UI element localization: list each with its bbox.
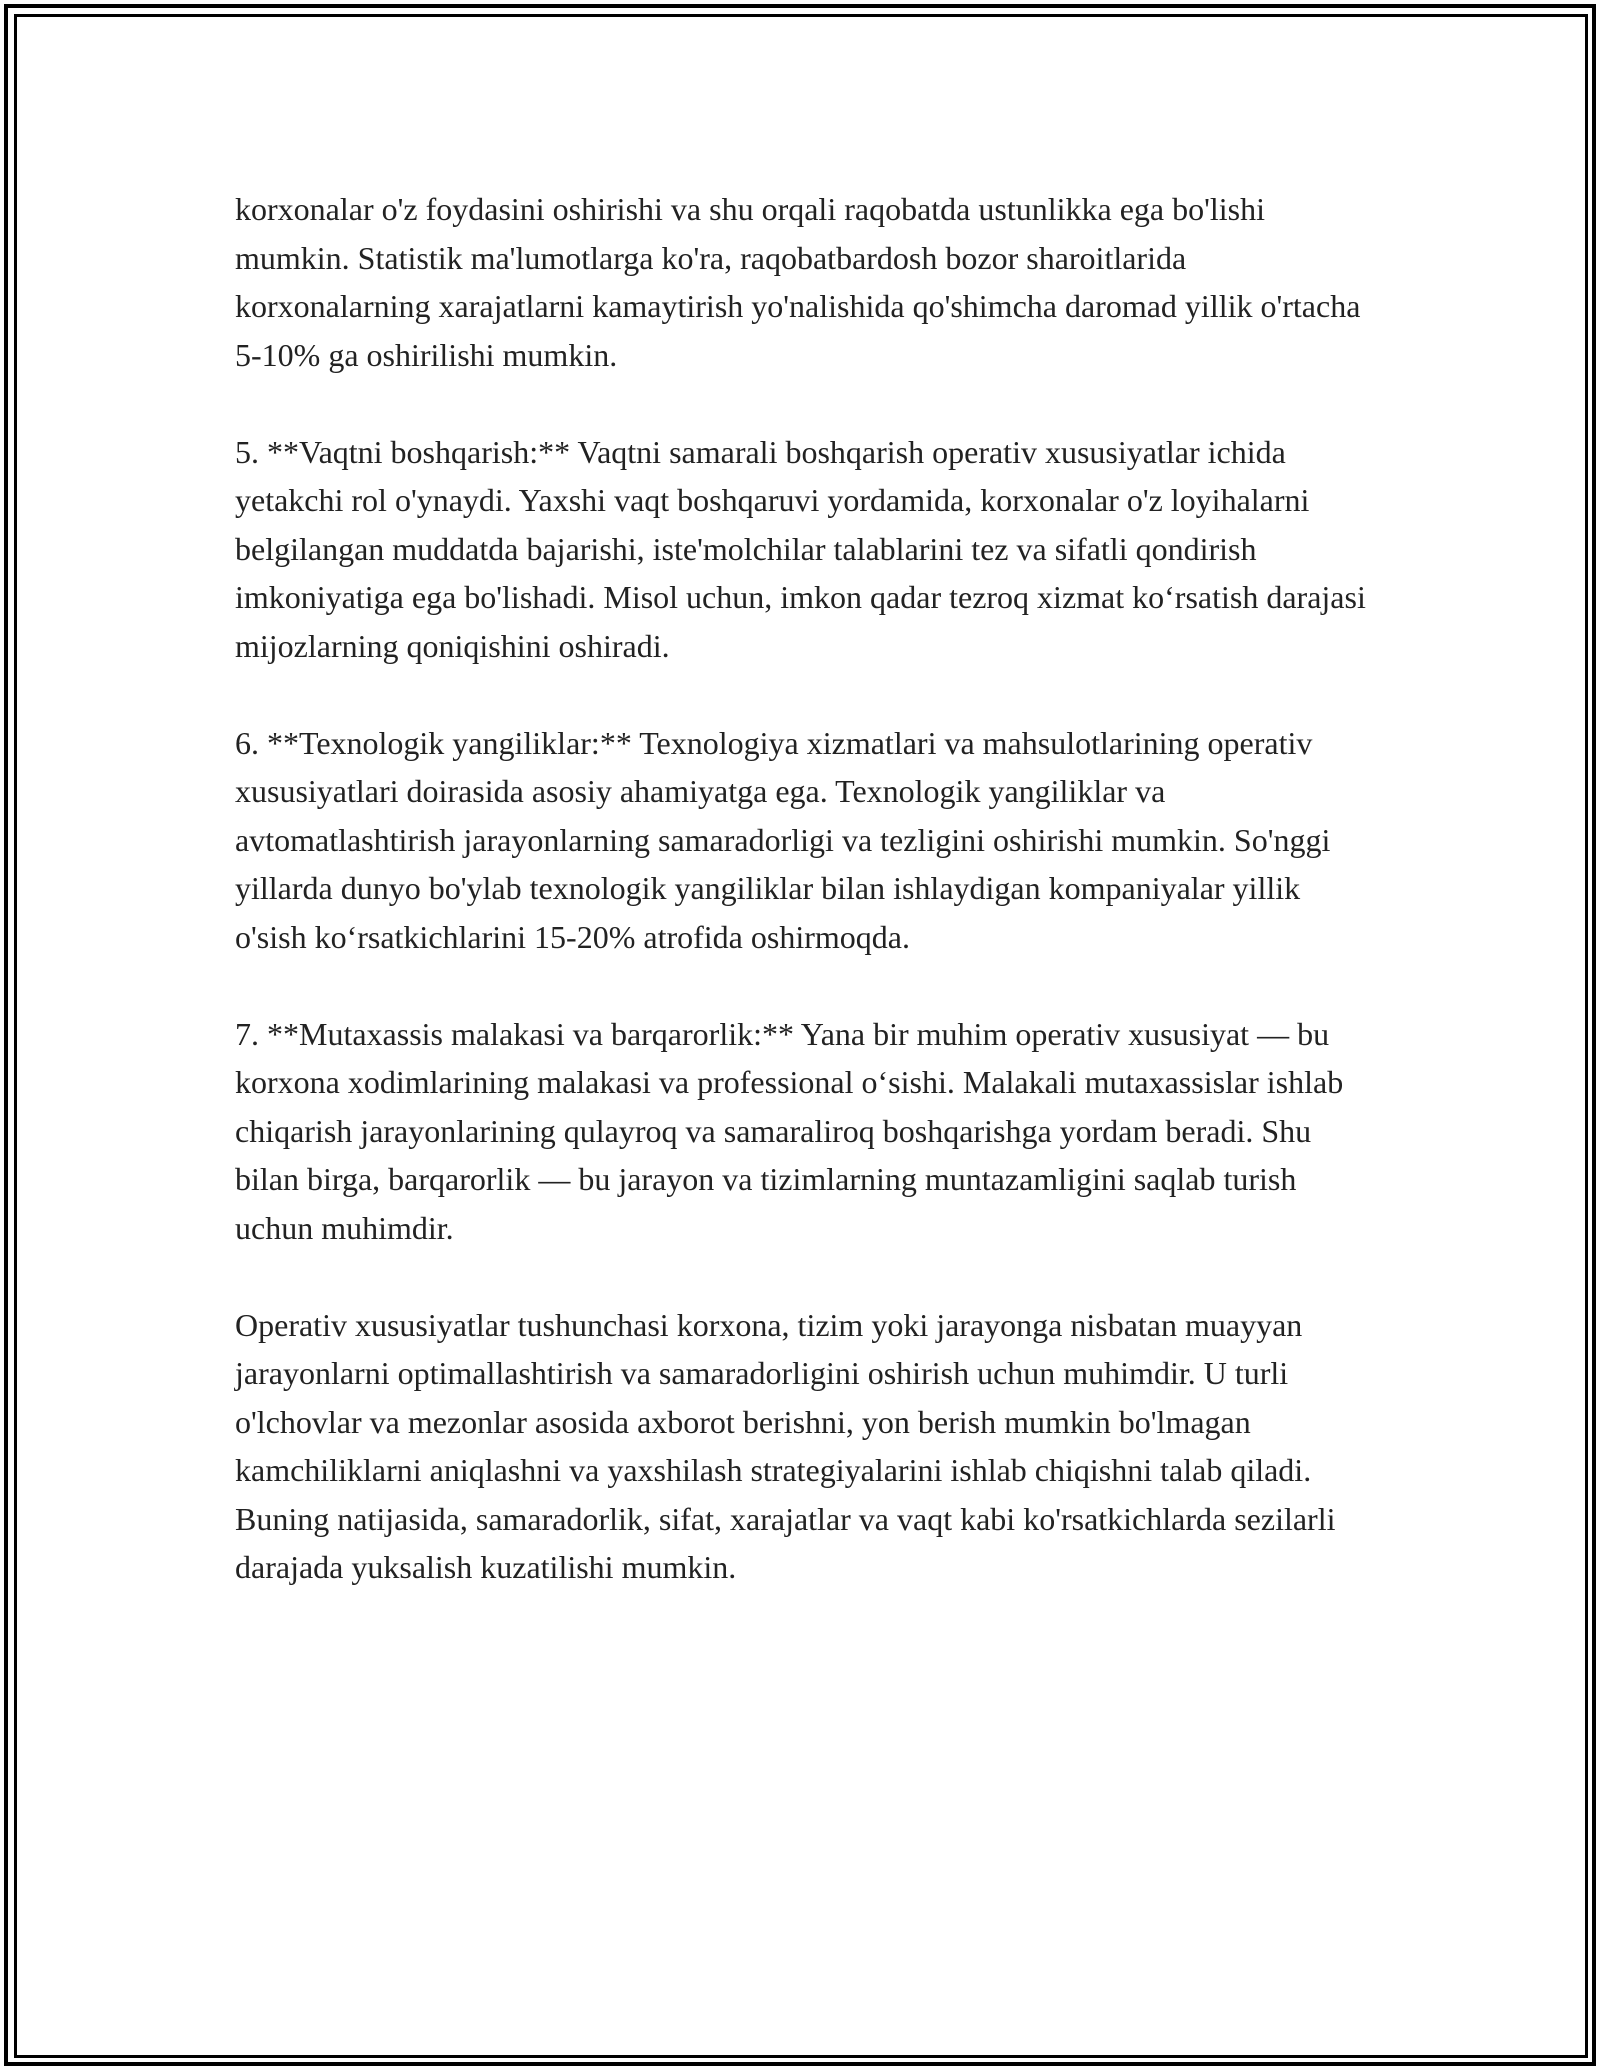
- paragraph-time-management: 5. **Vaqtni boshqarish:** Vaqtni samarali boshqarish operativ xususiyatlar ichida yetakchi rol o'ynaydi. Yaxshi vaqt boshqaruvi yordamida, korxonalar o'z loyihalarni belgilangan muddatda bajarishi, iste'molchilar talablarini tez va sifatli qondirish imkoniyatiga ega bo'lishadi. Misol uchun, imkon qadar tezroq xizmat koʻrsatish darajasi mijozlarning qoniqishini oshiradi.: [235, 433, 1366, 664]
- paragraph-conclusion: Operativ xususiyatlar tushunchasi korxona, tizim yoki jarayonga nisbatan muayyan jarayonlarni optimallashtirish va samaradorligini oshirish uchun muhimdir. U turli o'lchovlar va mezonlar asosida axborot berishni, yon berish mumkin bo'lmagan kamchiliklarni aniqlashni va yaxshilash strategiyalarini ishlab chiqishni talab qiladi. Buning natijasida, samaradorlik, sifat, xarajatlar va vaqt kabi ko'rsatkichlarda sezilarli darajada yuksalish kuzatilishi mumkin.: [235, 1306, 1336, 1585]
- paragraph-expert-skills-stability: 7. **Mutaxassis malakasi va barqarorlik:** Yana bir muhim operativ xususiyat — bu korxona xodimlarining malakasi va professional oʻsishi. Malakali mutaxassislar ishlab chiqarish jarayonlarining qulayroq va samaraliroq boshqarishga yordam beradi. Shu bilan birga, barqarorlik — bu jarayon va tizimlarning muntazamligini saqlab turish uchun muhimdir.: [235, 1015, 1344, 1246]
- paragraph-intro-continuation: korxonalar o'z foydasini oshirishi va shu orqali raqobatda ustunlikka ega bo'lishi mumkin. Statistik ma'lumotlarga ko'ra, raqobatbardosh bozor sharoitlarida korxonalarning xarajatlarni kamaytirish yo'nalishida qo'shimcha daromad yillik o'rtacha 5-10% ga oshirilishi mumkin.: [235, 191, 1361, 373]
- paragraph-technological-innovation: 6. **Texnologik yangiliklar:** Texnologiya xizmatlari va mahsulotlarining operativ xususiyatlari doirasida asosiy ahamiyatga ega. Texnologik yangiliklar va avtomatlashtirish jarayonlarning samaradorligi va tezligini oshirishi mumkin. So'nggi yillarda dunyo bo'ylab texnologik yangiliklar bilan ishlaydigan kompaniyalar yillik o'sish koʻrsatkichlarini 15-20% atrofida oshirmoqda.: [235, 724, 1331, 955]
- document-body: [235, 185, 1375, 1640]
